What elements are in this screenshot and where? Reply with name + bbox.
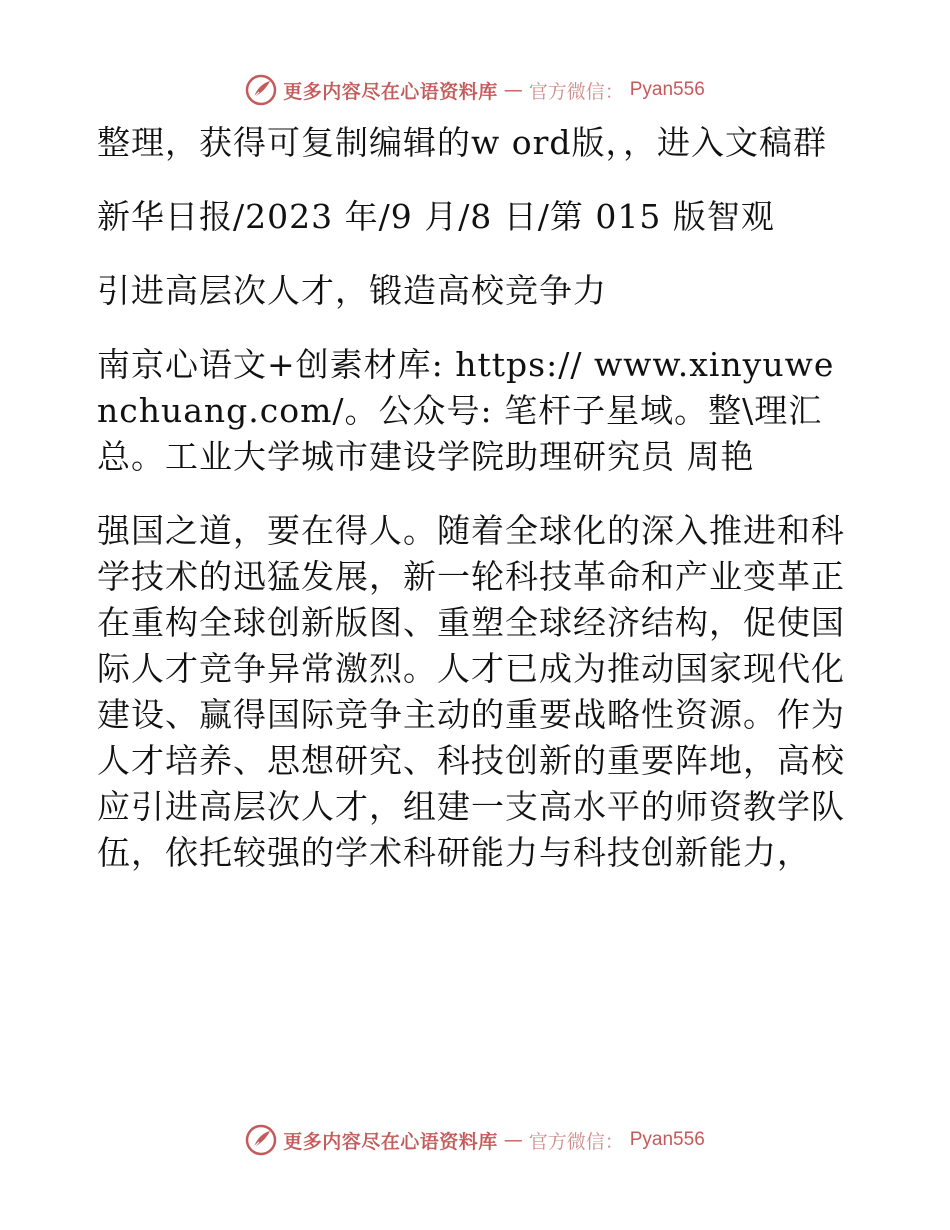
banner-main-text: 更多内容尽在心语资料库 (283, 1130, 498, 1153)
author-line: 南京心语文+创素材库: https:// www.xinyuwenchuang.com/。公众号: 笔杆子星域。整\理汇总。工业大学城市建设学院助理研究员 周艳 (97, 345, 835, 476)
banner-wechat-id: Pyan556 (629, 79, 705, 100)
banner-official-label: 官方微信： (528, 1130, 624, 1153)
banner-dash: — (503, 1129, 523, 1151)
source-line: 新华日报/2023 年/9 月/8 日/第 015 版智观 (97, 197, 775, 236)
banner-official-label: 官方微信： (528, 80, 624, 103)
body-paragraph: 强国之道，要在得人。随着全球化的深入推进和科学技术的迅猛发展，新一轮科技革命和产业变革正在重构全球创新版图、重塑全球经济结构，促使国际人才竞争异常激烈。人才已成为推动国家现代化建设、赢得国际竞争主动的重要战略性资源。作为人才培养、思想研究、科技创新的重要阵地，高校应引进高层次人才，组建一支高水平的师资教学队伍，依托较强的学术科研能力与科技创新能力， (97, 511, 845, 872)
banner-dash: — (503, 79, 523, 101)
feather-pen-logo-icon (245, 1124, 277, 1156)
feather-pen-logo-icon (245, 74, 277, 106)
document-body (97, 120, 853, 904)
intro-paragraph: 整理，获得可复制编辑的w ord版，，进入文稿群 (97, 123, 828, 162)
banner-main-text: 更多内容尽在心语资料库 (283, 80, 498, 103)
headline: 引进高层次人才，锻造高校竞争力 (97, 271, 607, 310)
footer-watermark-banner (0, 1120, 950, 1160)
banner-wechat-id: Pyan556 (629, 1129, 705, 1150)
header-watermark-banner (0, 70, 950, 110)
